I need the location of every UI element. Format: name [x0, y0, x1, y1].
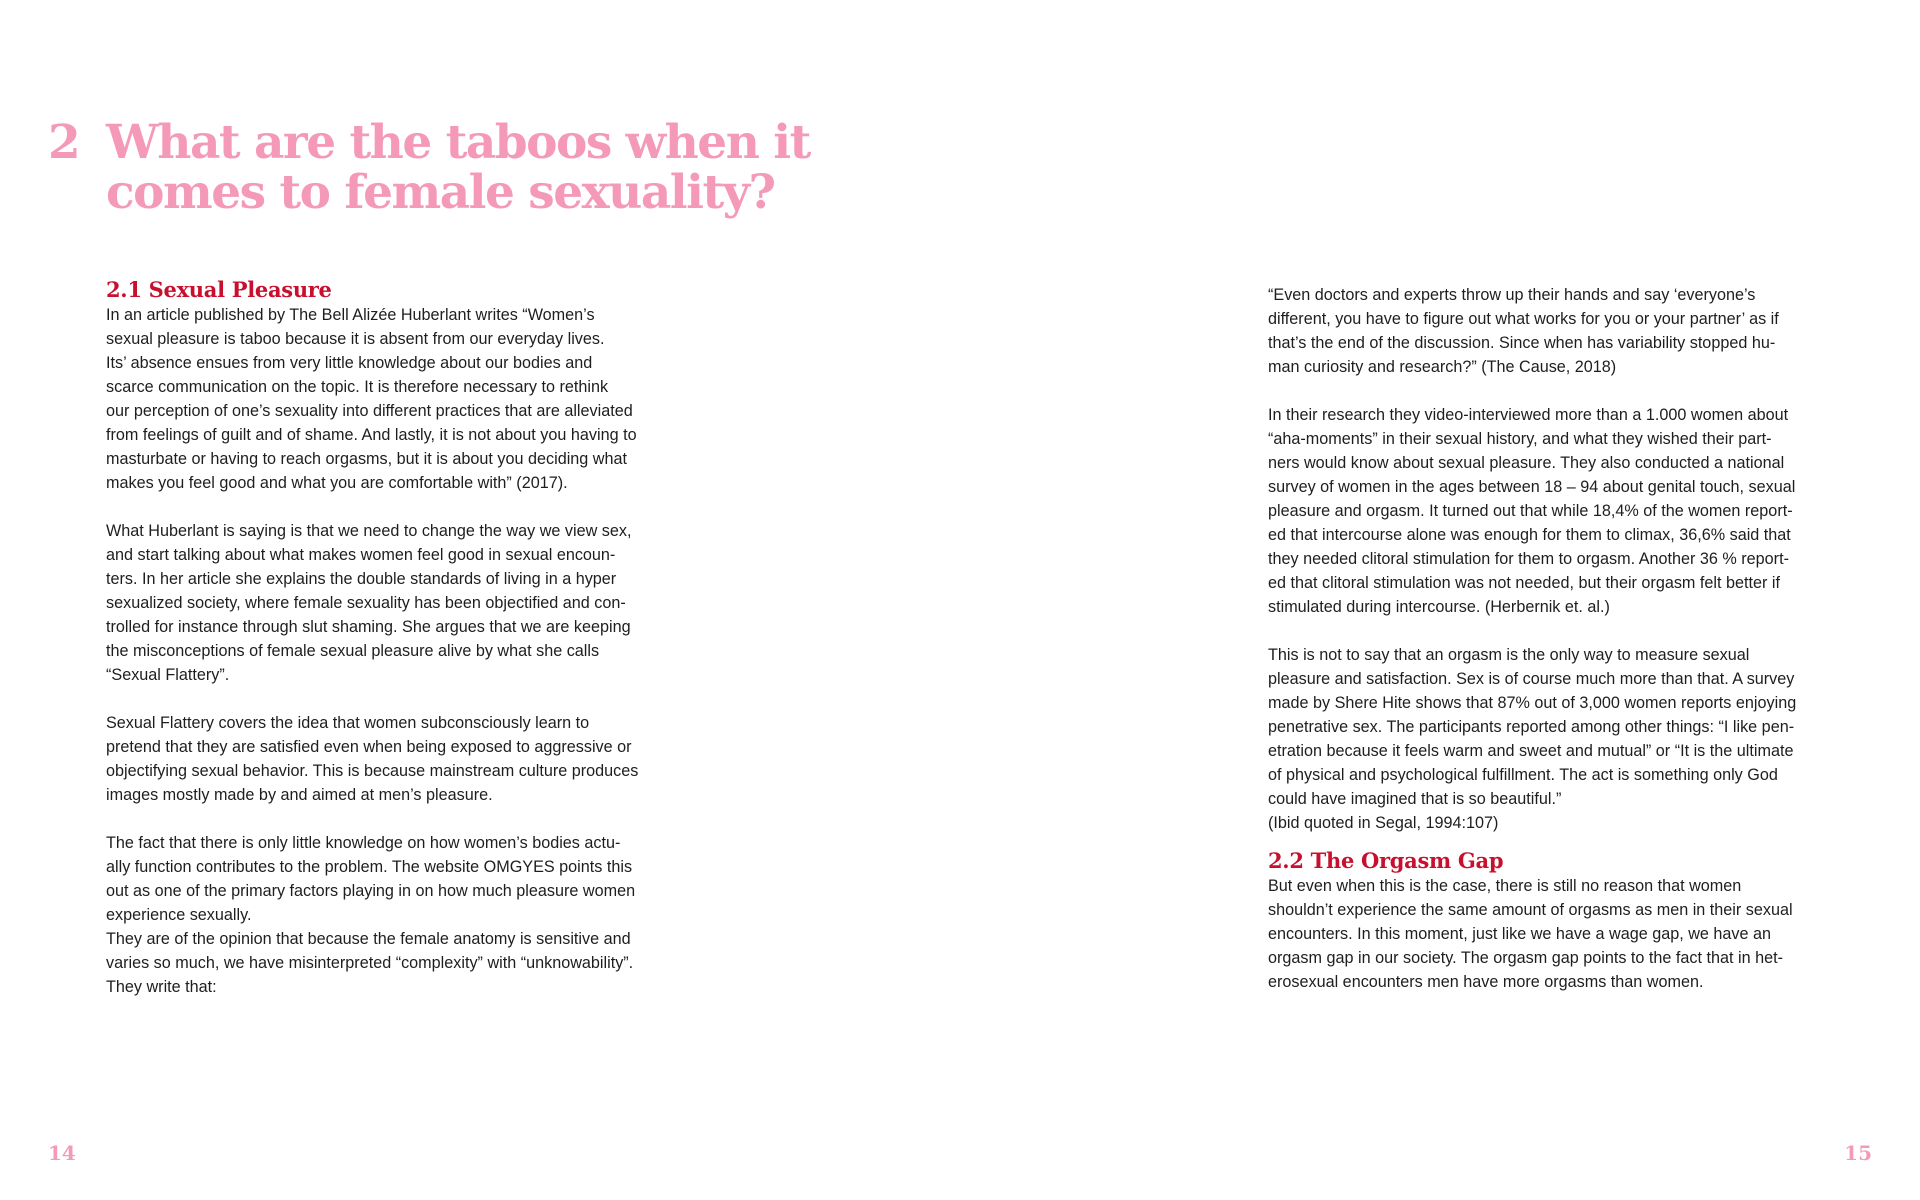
text-line: etration because it feels warm and sweet and mutual” or “It is the ultimate — [1268, 742, 1794, 760]
paragraph — [106, 519, 680, 687]
text-line: In their research they video-interviewed more than a 1.000 women about — [1268, 406, 1789, 424]
text-line: of physical and psychological fulfillment. The act is something only God — [1268, 766, 1778, 784]
text-line: sexualized society, where female sexuality has been objectified and con- — [106, 594, 626, 612]
chapter-title-line: What are the taboos when it — [106, 115, 810, 170]
text-line: But even when this is the case, there is still no reason that women — [1268, 877, 1742, 895]
text-line: our perception of one’s sexuality into different practices that are alleviated — [106, 402, 633, 420]
page-number-right: 15 — [1844, 1141, 1872, 1165]
chapter-number: 2 — [48, 115, 81, 170]
text-line: Its’ absence ensues from very little knowledge about our bodies and — [106, 354, 593, 372]
text-line: they needed clitoral stimulation for them to orgasm. Another 36 % report- — [1268, 550, 1789, 568]
paragraph — [1268, 403, 1842, 619]
text-line: shouldn’t experience the same amount of orgasms as men in their sexual — [1268, 901, 1793, 919]
text-line: makes you feel good and what you are comfortable with” (2017). — [106, 474, 568, 492]
left-page-text-column — [106, 277, 680, 999]
text-line: “Sexual Flattery”. — [106, 666, 230, 684]
text-line: ally function contributes to the problem. The website OMGYES points this — [106, 858, 633, 876]
text-line: The fact that there is only little knowledge on how women’s bodies actu- — [106, 834, 621, 852]
text-line: could have imagined that is so beautiful.” — [1268, 790, 1562, 808]
text-line: that’s the end of the discussion. Since when has variability stopped hu- — [1268, 334, 1776, 352]
text-line: varies so much, we have misinterpreted “complexity” with “unknowability”. — [106, 954, 634, 972]
text-line: experience sexually. — [106, 906, 252, 924]
text-line: masturbate or having to reach orgasms, but it is about you deciding what — [106, 450, 627, 468]
text-line: trolled for instance through slut shaming. She argues that we are keeping — [106, 618, 631, 636]
text-line: survey of women in the ages between 18 – 94 about genital touch, sexual — [1268, 478, 1796, 496]
text-line: objectifying sexual behavior. This is because mainstream culture produces — [106, 762, 639, 780]
paragraph — [106, 711, 680, 807]
text-line: Sexual Flattery covers the idea that women subconsciously learn to — [106, 714, 590, 732]
text-line: pleasure and satisfaction. Sex is of course much more than that. A survey — [1268, 670, 1795, 688]
text-line: This is not to say that an orgasm is the only way to measure sexual — [1268, 646, 1750, 664]
section-heading-orgasm-gap: 2.2 The Orgasm Gap — [1268, 848, 1504, 873]
text-line: stimulated during intercourse. (Herbernik et. al.) — [1268, 598, 1610, 616]
text-line: What Huberlant is saying is that we need to change the way we view sex, — [106, 522, 632, 540]
text-line: ters. In her article she explains the double standards of living in a hyper — [106, 570, 617, 588]
section-heading-sexual-pleasure: 2.1 Sexual Pleasure — [106, 277, 332, 302]
quote-paragraph — [1268, 283, 1842, 379]
text-line: They are of the opinion that because the female anatomy is sensitive and — [106, 930, 631, 948]
chapter-title — [106, 115, 810, 220]
text-line: images mostly made by and aimed at men’s pleasure. — [106, 786, 493, 804]
paragraph — [1268, 874, 1842, 994]
text-line: out as one of the primary factors playing in on how much pleasure women — [106, 882, 636, 900]
text-line: “Even doctors and experts throw up their hands and say ‘everyone’s — [1268, 286, 1756, 304]
text-line: encounters. In this moment, just like we have a wage gap, we have an — [1268, 925, 1771, 943]
text-line: ners would know about sexual pleasure. They also conducted a national — [1268, 454, 1785, 472]
text-line: different, you have to figure out what works for you or your partner’ as if — [1268, 310, 1779, 328]
text-line: sexual pleasure is taboo because it is absent from our everyday lives. — [106, 330, 605, 348]
paragraph — [1268, 643, 1842, 835]
text-line: orgasm gap in our society. The orgasm gap points to the fact that in het- — [1268, 949, 1783, 967]
paragraph — [106, 831, 680, 999]
text-line: They write that: — [106, 978, 217, 996]
page-number-left: 14 — [48, 1141, 76, 1165]
text-line: “aha-moments” in their sexual history, and what they wished their part- — [1268, 430, 1772, 448]
text-line: ed that intercourse alone was enough for them to climax, 36,6% said that — [1268, 526, 1791, 544]
paragraph — [106, 303, 680, 495]
right-page-text-column — [1268, 283, 1842, 994]
text-line: man curiosity and research?” (The Cause, 2018) — [1268, 358, 1617, 376]
text-line: ed that clitoral stimulation was not needed, but their orgasm felt better if — [1268, 574, 1780, 592]
text-line: and start talking about what makes women feel good in sexual encoun- — [106, 546, 616, 564]
text-line: made by Shere Hite shows that 87% out of 3,000 women reports enjoying — [1268, 694, 1797, 712]
text-line: scarce communication on the topic. It is therefore necessary to rethink — [106, 378, 609, 396]
text-line: penetrative sex. The participants reported among other things: “I like pen- — [1268, 718, 1795, 736]
chapter-title-line: comes to female sexuality? — [106, 165, 775, 220]
text-line: pleasure and orgasm. It turned out that while 18,4% of the women report- — [1268, 502, 1793, 520]
text-line: the misconceptions of female sexual pleasure alive by what she calls — [106, 642, 600, 660]
text-line: from feelings of guilt and of shame. And lastly, it is not about you having to — [106, 426, 637, 444]
text-line: (Ibid quoted in Segal, 1994:107) — [1268, 814, 1499, 832]
text-line: pretend that they are satisfied even when being exposed to aggressive or — [106, 738, 632, 756]
text-line: In an article published by The Bell Alizée Huberlant writes “Women’s — [106, 306, 595, 324]
text-line: erosexual encounters men have more orgasms than women. — [1268, 973, 1704, 991]
